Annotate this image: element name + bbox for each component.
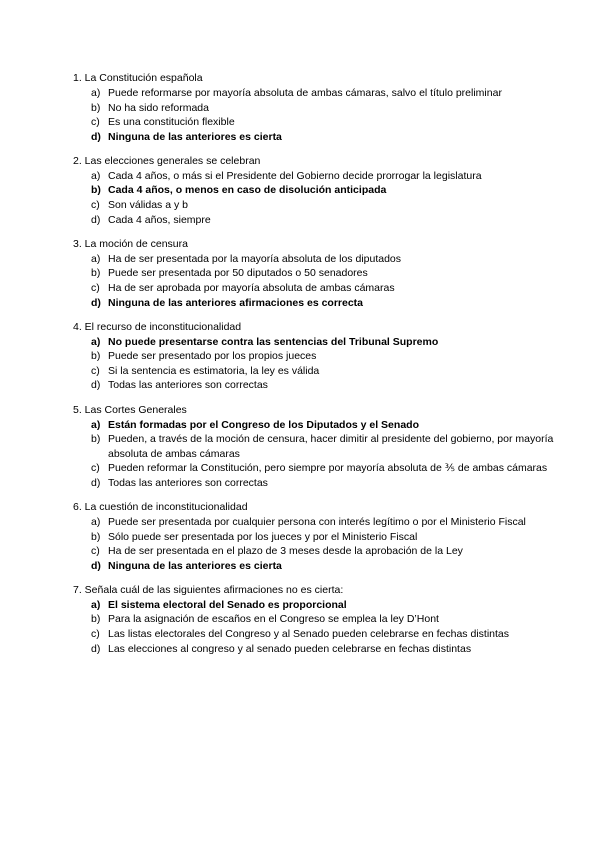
question-title: 3. La moción de censura bbox=[73, 237, 188, 250]
option-correct bbox=[73, 130, 560, 145]
option-list bbox=[73, 515, 560, 573]
option-letter: d) bbox=[91, 476, 101, 489]
question-6 bbox=[73, 500, 560, 573]
option bbox=[73, 432, 560, 461]
option-letter: a) bbox=[91, 598, 101, 611]
option-letter: b) bbox=[91, 267, 101, 280]
option-letter: b) bbox=[91, 350, 101, 363]
option-letter: a) bbox=[91, 515, 101, 528]
question-7 bbox=[73, 583, 560, 656]
option bbox=[73, 198, 560, 213]
option-list bbox=[73, 86, 560, 144]
option-letter: b) bbox=[91, 530, 101, 543]
option-text: Son válidas a y b bbox=[108, 199, 188, 212]
question-1 bbox=[73, 71, 560, 144]
option-letter: a) bbox=[91, 252, 101, 265]
option-letter: d) bbox=[91, 130, 101, 143]
question-list bbox=[73, 71, 560, 656]
option bbox=[73, 544, 560, 559]
option-text: Ninguna de las anteriores afirmaciones es correcta bbox=[108, 296, 364, 309]
option-text: Pueden, a través de la moción de censura, hacer dimitir al presidente del gobierno, por mayoría absoluta de ambas cámaras bbox=[108, 433, 554, 460]
question-title: 4. El recurso de inconstitucionalidad bbox=[73, 320, 242, 333]
option-letter: d) bbox=[91, 213, 101, 226]
question-title: 7. Señala cuál de las siguientes afirmaciones no es cierta: bbox=[73, 583, 344, 596]
option-text: Sólo puede ser presentada por los jueces y por el Ministerio Fiscal bbox=[108, 530, 418, 543]
option bbox=[73, 252, 560, 267]
option-correct bbox=[73, 559, 560, 574]
question-title: 1. La Constitución española bbox=[73, 72, 203, 84]
option-text: Las elecciones al congreso y al senado pueden celebrarse en fechas distintas bbox=[108, 642, 472, 655]
option bbox=[73, 86, 560, 101]
option-letter: d) bbox=[91, 642, 101, 655]
option-text: Están formadas por el Congreso de los Diputados y el Senado bbox=[108, 418, 419, 431]
option-text: Es una constitución flexible bbox=[108, 116, 235, 129]
option bbox=[73, 515, 560, 530]
question-title: 5. Las Cortes Generales bbox=[73, 403, 187, 416]
option-text: Cada 4 años, o más si el Presidente del Gobierno decide prorrogar la legislatura bbox=[108, 169, 482, 182]
option-correct bbox=[73, 296, 560, 311]
option-text: Todas las anteriores son correctas bbox=[108, 476, 268, 489]
option-correct bbox=[73, 418, 560, 433]
option-correct bbox=[73, 335, 560, 350]
question-2 bbox=[73, 154, 560, 227]
option-text: Ha de ser presentada por la mayoría absoluta de los diputados bbox=[108, 252, 402, 265]
question-title: 6. La cuestión de inconstitucionalidad bbox=[73, 500, 248, 513]
option-correct bbox=[73, 598, 560, 613]
option-text: Ninguna de las anteriores es cierta bbox=[108, 559, 282, 572]
option-text: Las listas electorales del Congreso y al Senado pueden celebrarse en fechas distintas bbox=[108, 628, 509, 641]
option bbox=[73, 364, 560, 379]
option-letter: a) bbox=[91, 418, 101, 431]
option-letter: d) bbox=[91, 559, 101, 572]
option-text: Ninguna de las anteriores es cierta bbox=[108, 130, 282, 143]
option-text: Puede ser presentada por cualquier persona con interés legítimo o por el Ministerio Fiscal bbox=[108, 515, 526, 528]
option bbox=[73, 281, 560, 296]
option-letter: c) bbox=[91, 281, 100, 294]
option-correct bbox=[73, 183, 560, 198]
option-list bbox=[73, 598, 560, 656]
option-letter: c) bbox=[91, 628, 100, 641]
option-letter: d) bbox=[91, 296, 101, 309]
option-text: Todas las anteriores son correctas bbox=[108, 379, 268, 392]
option bbox=[73, 266, 560, 281]
option bbox=[73, 349, 560, 364]
option-text: Ha de ser aprobada por mayoría absoluta de ambas cámaras bbox=[108, 281, 395, 294]
option-text: Cada 4 años, siempre bbox=[108, 213, 211, 226]
option-text: Puede ser presentada por 50 diputados o 50 senadores bbox=[108, 267, 368, 280]
option bbox=[73, 530, 560, 545]
option-text: Cada 4 años, o menos en caso de disolución anticipada bbox=[108, 184, 387, 197]
option-letter: b) bbox=[91, 613, 101, 626]
option-text: No ha sido reformada bbox=[108, 101, 209, 114]
option-text: Si la sentencia es estimatoria, la ley es válida bbox=[108, 364, 320, 377]
option-list bbox=[73, 418, 560, 491]
option bbox=[73, 461, 560, 476]
option bbox=[73, 627, 560, 642]
option bbox=[73, 612, 560, 627]
option-text: Para la asignación de escaños en el Congreso se emplea la ley D’Hont bbox=[108, 613, 439, 626]
option-text: El sistema electoral del Senado es proporcional bbox=[108, 598, 347, 611]
question-3 bbox=[73, 237, 560, 310]
option-text: Puede reformarse por mayoría absoluta de ambas cámaras, salvo el título preliminar bbox=[108, 87, 502, 99]
option bbox=[73, 378, 560, 393]
option-letter: c) bbox=[91, 545, 100, 558]
option-letter: c) bbox=[91, 116, 100, 129]
option-list bbox=[73, 335, 560, 393]
option-list bbox=[73, 252, 560, 310]
question-title: 2. Las elecciones generales se celebran bbox=[73, 154, 261, 167]
option-text: Pueden reformar la Constitución, pero siempre por mayoría absoluta de ⅗ de ambas cámaras bbox=[108, 462, 548, 475]
option-letter: a) bbox=[91, 169, 101, 182]
question-5 bbox=[73, 403, 560, 491]
option-letter: c) bbox=[91, 364, 100, 377]
option-letter: b) bbox=[91, 184, 101, 197]
option bbox=[73, 642, 560, 657]
option-letter: c) bbox=[91, 199, 100, 212]
option-letter: b) bbox=[91, 101, 101, 114]
option-letter: c) bbox=[91, 462, 100, 475]
option-text: No puede presentarse contra las sentencias del Tribunal Supremo bbox=[108, 335, 439, 348]
option-letter: d) bbox=[91, 379, 101, 392]
option-list bbox=[73, 169, 560, 227]
option-text: Puede ser presentado por los propios jueces bbox=[108, 350, 317, 363]
option bbox=[73, 476, 560, 491]
option-text: Ha de ser presentada en el plazo de 3 meses desde la aprobación de la Ley bbox=[108, 545, 463, 558]
option bbox=[73, 101, 560, 116]
option-letter: a) bbox=[91, 87, 101, 99]
option bbox=[73, 115, 560, 130]
question-4 bbox=[73, 320, 560, 393]
option-letter: a) bbox=[91, 335, 101, 348]
option bbox=[73, 213, 560, 228]
option-letter: b) bbox=[91, 433, 101, 446]
option bbox=[73, 169, 560, 184]
